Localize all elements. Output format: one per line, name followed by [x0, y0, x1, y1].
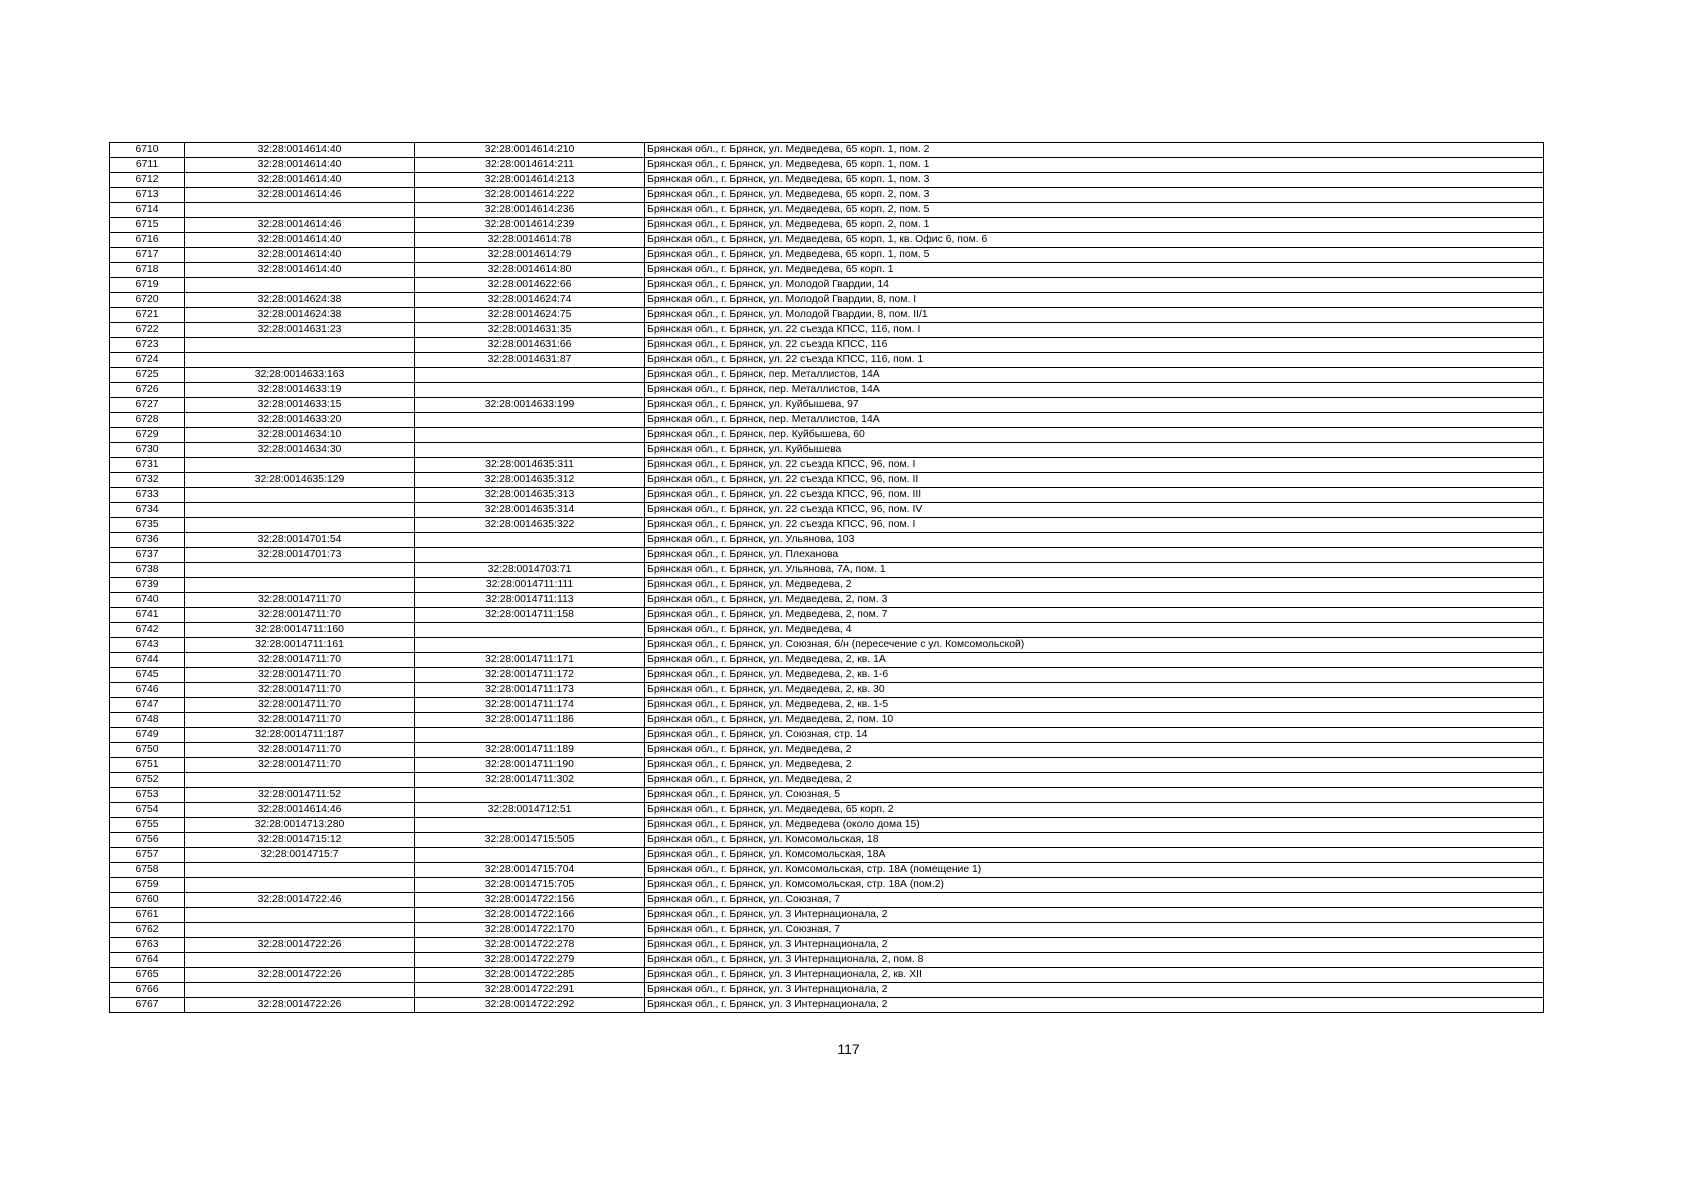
address-cell: Брянская обл., г. Брянск, ул. 22 съезда КПСС, 116 — [645, 338, 1544, 353]
table-row — [110, 983, 1544, 998]
parcel-cadastral-number-cell: 32:28:0014624:38 — [185, 308, 415, 323]
table-row — [110, 923, 1544, 938]
object-cadastral-number-cell: 32:28:0014715:704 — [415, 863, 645, 878]
row-number-cell: 6738 — [110, 563, 185, 578]
table-row — [110, 158, 1544, 173]
parcel-cadastral-number-cell: 32:28:0014711:70 — [185, 668, 415, 683]
row-number-cell: 6732 — [110, 473, 185, 488]
row-number-cell: 6731 — [110, 458, 185, 473]
table-row — [110, 518, 1544, 533]
row-number-cell: 6734 — [110, 503, 185, 518]
table-row — [110, 533, 1544, 548]
row-number-cell: 6729 — [110, 428, 185, 443]
object-cadastral-number-cell: 32:28:0014633:199 — [415, 398, 645, 413]
row-number-cell: 6726 — [110, 383, 185, 398]
table-row — [110, 683, 1544, 698]
row-number-cell: 6753 — [110, 788, 185, 803]
table-row — [110, 563, 1544, 578]
parcel-cadastral-number-cell — [185, 488, 415, 503]
row-number-cell: 6758 — [110, 863, 185, 878]
parcel-cadastral-number-cell: 32:28:0014722:26 — [185, 938, 415, 953]
object-cadastral-number-cell — [415, 383, 645, 398]
table-row — [110, 698, 1544, 713]
address-cell: Брянская обл., г. Брянск, ул. Медведева, 2, кв. 1-5 — [645, 698, 1544, 713]
address-cell: Брянская обл., г. Брянск, ул. Молодой Гвардии, 14 — [645, 278, 1544, 293]
address-cell: Брянская обл., г. Брянск, ул. Медведева, 65 корп. 2 — [645, 803, 1544, 818]
object-cadastral-number-cell: 32:28:0014614:213 — [415, 173, 645, 188]
row-number-cell: 6756 — [110, 833, 185, 848]
table-row — [110, 773, 1544, 788]
parcel-cadastral-number-cell: 32:28:0014633:20 — [185, 413, 415, 428]
object-cadastral-number-cell: 32:28:0014631:66 — [415, 338, 645, 353]
row-number-cell: 6724 — [110, 353, 185, 368]
parcel-cadastral-number-cell: 32:28:0014633:163 — [185, 368, 415, 383]
object-cadastral-number-cell: 32:28:0014711:174 — [415, 698, 645, 713]
row-number-cell: 6728 — [110, 413, 185, 428]
object-cadastral-number-cell — [415, 368, 645, 383]
table-row — [110, 173, 1544, 188]
table-row — [110, 218, 1544, 233]
row-number-cell: 6714 — [110, 203, 185, 218]
row-number-cell: 6765 — [110, 968, 185, 983]
parcel-cadastral-number-cell — [185, 983, 415, 998]
parcel-cadastral-number-cell — [185, 773, 415, 788]
address-cell: Брянская обл., г. Брянск, ул. Ульянова, 7А, пом. 1 — [645, 563, 1544, 578]
object-cadastral-number-cell: 32:28:0014635:322 — [415, 518, 645, 533]
parcel-cadastral-number-cell — [185, 908, 415, 923]
object-cadastral-number-cell: 32:28:0014624:74 — [415, 293, 645, 308]
parcel-cadastral-number-cell: 32:28:0014711:70 — [185, 743, 415, 758]
object-cadastral-number-cell: 32:28:0014614:80 — [415, 263, 645, 278]
page-number: 117 — [837, 1041, 860, 1057]
table-row — [110, 458, 1544, 473]
row-number-cell: 6763 — [110, 938, 185, 953]
parcel-cadastral-number-cell: 32:28:0014711:70 — [185, 698, 415, 713]
row-number-cell: 6725 — [110, 368, 185, 383]
object-cadastral-number-cell: 32:28:0014722:292 — [415, 998, 645, 1013]
address-cell: Брянская обл., г. Брянск, ул. Союзная, 5 — [645, 788, 1544, 803]
address-cell: Брянская обл., г. Брянск, пер. Куйбышева, 60 — [645, 428, 1544, 443]
row-number-cell: 6712 — [110, 173, 185, 188]
address-cell: Брянская обл., г. Брянск, ул. Медведева (около дома 15) — [645, 818, 1544, 833]
object-cadastral-number-cell: 32:28:0014614:78 — [415, 233, 645, 248]
row-number-cell: 6730 — [110, 443, 185, 458]
row-number-cell: 6720 — [110, 293, 185, 308]
parcel-cadastral-number-cell: 32:28:0014711:70 — [185, 683, 415, 698]
row-number-cell: 6740 — [110, 593, 185, 608]
address-cell: Брянская обл., г. Брянск, ул. Медведева, 65 корп. 2, пом. 1 — [645, 218, 1544, 233]
row-number-cell: 6761 — [110, 908, 185, 923]
row-number-cell: 6713 — [110, 188, 185, 203]
table-row — [110, 473, 1544, 488]
parcel-cadastral-number-cell: 32:28:0014633:15 — [185, 398, 415, 413]
parcel-cadastral-number-cell — [185, 503, 415, 518]
parcel-cadastral-number-cell: 32:28:0014614:40 — [185, 263, 415, 278]
row-number-cell: 6739 — [110, 578, 185, 593]
address-cell: Брянская обл., г. Брянск, ул. Медведева, 65 корп. 2, пом. 5 — [645, 203, 1544, 218]
table-row — [110, 308, 1544, 323]
parcel-cadastral-number-cell: 32:28:0014634:10 — [185, 428, 415, 443]
table-row — [110, 953, 1544, 968]
table-row — [110, 578, 1544, 593]
row-number-cell: 6764 — [110, 953, 185, 968]
address-cell: Брянская обл., г. Брянск, ул. Союзная, 7 — [645, 923, 1544, 938]
address-cell: Брянская обл., г. Брянск, ул. Медведева, 2 — [645, 758, 1544, 773]
table-row — [110, 443, 1544, 458]
address-cell: Брянская обл., г. Брянск, ул. Комсомольская, стр. 18А (помещение 1) — [645, 863, 1544, 878]
object-cadastral-number-cell: 32:28:0014722:278 — [415, 938, 645, 953]
address-cell: Брянская обл., г. Брянск, ул. Медведева, 65 корп. 1 — [645, 263, 1544, 278]
table-row — [110, 878, 1544, 893]
parcel-cadastral-number-cell — [185, 338, 415, 353]
parcel-cadastral-number-cell: 32:28:0014624:38 — [185, 293, 415, 308]
table-row — [110, 743, 1544, 758]
object-cadastral-number-cell — [415, 788, 645, 803]
object-cadastral-number-cell: 32:28:0014635:313 — [415, 488, 645, 503]
address-cell: Брянская обл., г. Брянск, ул. 22 съезда КПСС, 96, пом. IV — [645, 503, 1544, 518]
address-cell: Брянская обл., г. Брянск, ул. 3 Интернационала, 2 — [645, 908, 1544, 923]
object-cadastral-number-cell: 32:28:0014711:171 — [415, 653, 645, 668]
object-cadastral-number-cell: 32:28:0014614:222 — [415, 188, 645, 203]
address-cell: Брянская обл., г. Брянск, ул. Медведева, 4 — [645, 623, 1544, 638]
parcel-cadastral-number-cell: 32:28:0014614:40 — [185, 143, 415, 158]
parcel-cadastral-number-cell: 32:28:0014722:26 — [185, 998, 415, 1013]
parcel-cadastral-number-cell: 32:28:0014614:46 — [185, 218, 415, 233]
parcel-cadastral-number-cell — [185, 878, 415, 893]
property-table — [109, 142, 1544, 1013]
table-row — [110, 428, 1544, 443]
address-cell: Брянская обл., г. Брянск, ул. 3 Интернационала, 2, кв. XII — [645, 968, 1544, 983]
address-cell: Брянская обл., г. Брянск, ул. Медведева, 2, пом. 10 — [645, 713, 1544, 728]
object-cadastral-number-cell: 32:28:0014722:291 — [415, 983, 645, 998]
table-row — [110, 203, 1544, 218]
row-number-cell: 6733 — [110, 488, 185, 503]
address-cell: Брянская обл., г. Брянск, пер. Металлистов, 14А — [645, 413, 1544, 428]
row-number-cell: 6750 — [110, 743, 185, 758]
row-number-cell: 6736 — [110, 533, 185, 548]
table-row — [110, 623, 1544, 638]
address-cell: Брянская обл., г. Брянск, ул. Медведева, 65 корп. 1, пом. 1 — [645, 158, 1544, 173]
address-cell: Брянская обл., г. Брянск, ул. Медведева, 2, кв. 1-6 — [645, 668, 1544, 683]
row-number-cell: 6722 — [110, 323, 185, 338]
address-cell: Брянская обл., г. Брянск, ул. Комсомольская, стр. 18А (пом.2) — [645, 878, 1544, 893]
row-number-cell: 6716 — [110, 233, 185, 248]
parcel-cadastral-number-cell: 32:28:0014722:46 — [185, 893, 415, 908]
table-row — [110, 758, 1544, 773]
table-row — [110, 608, 1544, 623]
row-number-cell: 6744 — [110, 653, 185, 668]
address-cell: Брянская обл., г. Брянск, ул. 3 Интернационала, 2 — [645, 998, 1544, 1013]
row-number-cell: 6723 — [110, 338, 185, 353]
row-number-cell: 6735 — [110, 518, 185, 533]
address-cell: Брянская обл., г. Брянск, ул. Плеханова — [645, 548, 1544, 563]
parcel-cadastral-number-cell — [185, 863, 415, 878]
parcel-cadastral-number-cell — [185, 923, 415, 938]
table-row — [110, 323, 1544, 338]
address-cell: Брянская обл., г. Брянск, ул. Медведева, 2 — [645, 743, 1544, 758]
address-cell: Брянская обл., г. Брянск, ул. 22 съезда КПСС, 116, пом. I — [645, 323, 1544, 338]
table-row — [110, 413, 1544, 428]
parcel-cadastral-number-cell — [185, 458, 415, 473]
row-number-cell: 6762 — [110, 923, 185, 938]
table-row — [110, 998, 1544, 1013]
table-row — [110, 833, 1544, 848]
parcel-cadastral-number-cell: 32:28:0014711:70 — [185, 608, 415, 623]
parcel-cadastral-number-cell: 32:28:0014711:161 — [185, 638, 415, 653]
table-row — [110, 593, 1544, 608]
object-cadastral-number-cell: 32:28:0014635:311 — [415, 458, 645, 473]
address-cell: Брянская обл., г. Брянск, пер. Металлистов, 14А — [645, 368, 1544, 383]
address-cell: Брянская обл., г. Брянск, ул. Союзная, 7 — [645, 893, 1544, 908]
address-cell: Брянская обл., г. Брянск, ул. Союзная, б/н (пересечение с ул. Комсомольской) — [645, 638, 1544, 653]
parcel-cadastral-number-cell: 32:28:0014711:70 — [185, 593, 415, 608]
address-cell: Брянская обл., г. Брянск, ул. Куйбышева, 97 — [645, 398, 1544, 413]
parcel-cadastral-number-cell — [185, 518, 415, 533]
row-number-cell: 6743 — [110, 638, 185, 653]
table-row — [110, 293, 1544, 308]
row-number-cell: 6748 — [110, 713, 185, 728]
address-cell: Брянская обл., г. Брянск, ул. Ульянова, 103 — [645, 533, 1544, 548]
address-cell: Брянская обл., г. Брянск, ул. Медведева, 65 корп. 1, пом. 5 — [645, 248, 1544, 263]
table-row — [110, 893, 1544, 908]
parcel-cadastral-number-cell: 32:28:0014614:40 — [185, 158, 415, 173]
row-number-cell: 6749 — [110, 728, 185, 743]
address-cell: Брянская обл., г. Брянск, ул. 3 Интернационала, 2 — [645, 983, 1544, 998]
row-number-cell: 6741 — [110, 608, 185, 623]
table-row — [110, 548, 1544, 563]
object-cadastral-number-cell: 32:28:0014722:279 — [415, 953, 645, 968]
address-cell: Брянская обл., г. Брянск, ул. Медведева, 2, кв. 1А — [645, 653, 1544, 668]
parcel-cadastral-number-cell: 32:28:0014711:160 — [185, 623, 415, 638]
parcel-cadastral-number-cell — [185, 278, 415, 293]
parcel-cadastral-number-cell: 32:28:0014711:187 — [185, 728, 415, 743]
address-cell: Брянская обл., г. Брянск, ул. 3 Интернационала, 2, пом. 8 — [645, 953, 1544, 968]
address-cell: Брянская обл., г. Брянск, ул. Молодой Гвардии, 8, пом. II/1 — [645, 308, 1544, 323]
row-number-cell: 6767 — [110, 998, 185, 1013]
row-number-cell: 6747 — [110, 698, 185, 713]
address-cell: Брянская обл., г. Брянск, ул. Куйбышева — [645, 443, 1544, 458]
object-cadastral-number-cell — [415, 413, 645, 428]
table-row — [110, 338, 1544, 353]
object-cadastral-number-cell: 32:28:0014711:158 — [415, 608, 645, 623]
address-cell: Брянская обл., г. Брянск, ул. 22 съезда КПСС, 96, пом. III — [645, 488, 1544, 503]
table-row — [110, 278, 1544, 293]
object-cadastral-number-cell: 32:28:0014622:66 — [415, 278, 645, 293]
table-row — [110, 638, 1544, 653]
table-row — [110, 968, 1544, 983]
parcel-cadastral-number-cell: 32:28:0014614:46 — [185, 188, 415, 203]
object-cadastral-number-cell: 32:28:0014722:285 — [415, 968, 645, 983]
table-row — [110, 938, 1544, 953]
row-number-cell: 6715 — [110, 218, 185, 233]
parcel-cadastral-number-cell: 32:28:0014715:12 — [185, 833, 415, 848]
object-cadastral-number-cell: 32:28:0014614:239 — [415, 218, 645, 233]
address-cell: Брянская обл., г. Брянск, ул. Союзная, стр. 14 — [645, 728, 1544, 743]
table-row — [110, 503, 1544, 518]
row-number-cell: 6717 — [110, 248, 185, 263]
address-cell: Брянская обл., г. Брянск, ул. Молодой Гвардии, 8, пом. I — [645, 293, 1544, 308]
parcel-cadastral-number-cell: 32:28:0014614:40 — [185, 248, 415, 263]
object-cadastral-number-cell: 32:28:0014711:186 — [415, 713, 645, 728]
parcel-cadastral-number-cell: 32:28:0014711:70 — [185, 713, 415, 728]
object-cadastral-number-cell: 32:28:0014722:156 — [415, 893, 645, 908]
address-cell: Брянская обл., г. Брянск, ул. 22 съезда КПСС, 96, пом. I — [645, 458, 1544, 473]
table-row — [110, 818, 1544, 833]
row-number-cell: 6757 — [110, 848, 185, 863]
parcel-cadastral-number-cell — [185, 563, 415, 578]
object-cadastral-number-cell: 32:28:0014703:71 — [415, 563, 645, 578]
table-row — [110, 668, 1544, 683]
object-cadastral-number-cell: 32:28:0014711:111 — [415, 578, 645, 593]
address-cell: Брянская обл., г. Брянск, ул. Медведева, 2 — [645, 578, 1544, 593]
address-cell: Брянская обл., г. Брянск, ул. Медведева, 65 корп. 2, пом. 3 — [645, 188, 1544, 203]
object-cadastral-number-cell: 32:28:0014711:173 — [415, 683, 645, 698]
parcel-cadastral-number-cell: 32:28:0014701:54 — [185, 533, 415, 548]
object-cadastral-number-cell — [415, 638, 645, 653]
parcel-cadastral-number-cell: 32:28:0014633:19 — [185, 383, 415, 398]
parcel-cadastral-number-cell: 32:28:0014711:70 — [185, 653, 415, 668]
address-cell: Брянская обл., г. Брянск, ул. Медведева, 65 корп. 1, кв. Офис 6, пом. 6 — [645, 233, 1544, 248]
address-cell: Брянская обл., г. Брянск, ул. Медведева, 2, пом. 7 — [645, 608, 1544, 623]
object-cadastral-number-cell: 32:28:0014614:211 — [415, 158, 645, 173]
table-row — [110, 368, 1544, 383]
object-cadastral-number-cell: 32:28:0014722:170 — [415, 923, 645, 938]
parcel-cadastral-number-cell: 32:28:0014711:70 — [185, 758, 415, 773]
table-row — [110, 188, 1544, 203]
table-row — [110, 653, 1544, 668]
row-number-cell: 6752 — [110, 773, 185, 788]
object-cadastral-number-cell: 32:28:0014711:302 — [415, 773, 645, 788]
row-number-cell: 6754 — [110, 803, 185, 818]
object-cadastral-number-cell: 32:28:0014631:35 — [415, 323, 645, 338]
parcel-cadastral-number-cell: 32:28:0014711:52 — [185, 788, 415, 803]
object-cadastral-number-cell — [415, 548, 645, 563]
object-cadastral-number-cell: 32:28:0014614:236 — [415, 203, 645, 218]
address-cell: Брянская обл., г. Брянск, пер. Металлистов, 14А — [645, 383, 1544, 398]
address-cell: Брянская обл., г. Брянск, ул. 22 съезда КПСС, 116, пом. 1 — [645, 353, 1544, 368]
table-row — [110, 383, 1544, 398]
row-number-cell: 6710 — [110, 143, 185, 158]
parcel-cadastral-number-cell: 32:28:0014634:30 — [185, 443, 415, 458]
parcel-cadastral-number-cell — [185, 953, 415, 968]
row-number-cell: 6746 — [110, 683, 185, 698]
object-cadastral-number-cell: 32:28:0014711:113 — [415, 593, 645, 608]
parcel-cadastral-number-cell: 32:28:0014701:73 — [185, 548, 415, 563]
address-cell: Брянская обл., г. Брянск, ул. 22 съезда КПСС, 96, пом. I — [645, 518, 1544, 533]
address-cell: Брянская обл., г. Брянск, ул. Комсомольская, 18А — [645, 848, 1544, 863]
table-row — [110, 398, 1544, 413]
table-row — [110, 788, 1544, 803]
object-cadastral-number-cell: 32:28:0014631:87 — [415, 353, 645, 368]
object-cadastral-number-cell — [415, 428, 645, 443]
object-cadastral-number-cell: 32:28:0014614:79 — [415, 248, 645, 263]
parcel-cadastral-number-cell: 32:28:0014715:7 — [185, 848, 415, 863]
row-number-cell: 6711 — [110, 158, 185, 173]
table-row — [110, 863, 1544, 878]
address-cell: Брянская обл., г. Брянск, ул. Медведева, 65 корп. 1, пом. 2 — [645, 143, 1544, 158]
row-number-cell: 6751 — [110, 758, 185, 773]
object-cadastral-number-cell — [415, 443, 645, 458]
row-number-cell: 6742 — [110, 623, 185, 638]
address-cell: Брянская обл., г. Брянск, ул. Медведева, 65 корп. 1, пом. 3 — [645, 173, 1544, 188]
row-number-cell: 6745 — [110, 668, 185, 683]
row-number-cell: 6721 — [110, 308, 185, 323]
table-row — [110, 728, 1544, 743]
parcel-cadastral-number-cell: 32:28:0014614:46 — [185, 803, 415, 818]
parcel-cadastral-number-cell: 32:28:0014635:129 — [185, 473, 415, 488]
table-row — [110, 803, 1544, 818]
table-row — [110, 248, 1544, 263]
row-number-cell: 6755 — [110, 818, 185, 833]
parcel-cadastral-number-cell: 32:28:0014722:26 — [185, 968, 415, 983]
address-cell: Брянская обл., г. Брянск, ул. Медведева, 2 — [645, 773, 1544, 788]
address-cell: Брянская обл., г. Брянск, ул. Медведева, 2, пом. 3 — [645, 593, 1544, 608]
object-cadastral-number-cell: 32:28:0014624:75 — [415, 308, 645, 323]
object-cadastral-number-cell — [415, 623, 645, 638]
row-number-cell: 6759 — [110, 878, 185, 893]
object-cadastral-number-cell: 32:28:0014711:172 — [415, 668, 645, 683]
object-cadastral-number-cell: 32:28:0014711:190 — [415, 758, 645, 773]
row-number-cell: 6727 — [110, 398, 185, 413]
table-row — [110, 488, 1544, 503]
object-cadastral-number-cell — [415, 848, 645, 863]
table-row — [110, 143, 1544, 158]
object-cadastral-number-cell — [415, 533, 645, 548]
address-cell: Брянская обл., г. Брянск, ул. 3 Интернационала, 2 — [645, 938, 1544, 953]
object-cadastral-number-cell — [415, 818, 645, 833]
row-number-cell: 6737 — [110, 548, 185, 563]
row-number-cell: 6760 — [110, 893, 185, 908]
object-cadastral-number-cell: 32:28:0014635:312 — [415, 473, 645, 488]
table-row — [110, 848, 1544, 863]
parcel-cadastral-number-cell: 32:28:0014631:23 — [185, 323, 415, 338]
address-cell: Брянская обл., г. Брянск, ул. Комсомольская, 18 — [645, 833, 1544, 848]
object-cadastral-number-cell — [415, 728, 645, 743]
address-cell: Брянская обл., г. Брянск, ул. 22 съезда КПСС, 96, пом. II — [645, 473, 1544, 488]
object-cadastral-number-cell: 32:28:0014635:314 — [415, 503, 645, 518]
table-row — [110, 713, 1544, 728]
address-cell: Брянская обл., г. Брянск, ул. Медведева, 2, кв. 30 — [645, 683, 1544, 698]
table-row — [110, 353, 1544, 368]
table-row — [110, 263, 1544, 278]
table-row — [110, 233, 1544, 248]
parcel-cadastral-number-cell — [185, 353, 415, 368]
table-row — [110, 908, 1544, 923]
object-cadastral-number-cell: 32:28:0014722:166 — [415, 908, 645, 923]
parcel-cadastral-number-cell: 32:28:0014713:280 — [185, 818, 415, 833]
object-cadastral-number-cell: 32:28:0014711:189 — [415, 743, 645, 758]
row-number-cell: 6718 — [110, 263, 185, 278]
object-cadastral-number-cell: 32:28:0014614:210 — [415, 143, 645, 158]
parcel-cadastral-number-cell: 32:28:0014614:40 — [185, 233, 415, 248]
table-body — [110, 143, 1544, 1013]
object-cadastral-number-cell: 32:28:0014715:705 — [415, 878, 645, 893]
row-number-cell: 6766 — [110, 983, 185, 998]
object-cadastral-number-cell: 32:28:0014712:51 — [415, 803, 645, 818]
parcel-cadastral-number-cell: 32:28:0014614:40 — [185, 173, 415, 188]
object-cadastral-number-cell: 32:28:0014715:505 — [415, 833, 645, 848]
row-number-cell: 6719 — [110, 278, 185, 293]
parcel-cadastral-number-cell — [185, 203, 415, 218]
parcel-cadastral-number-cell — [185, 578, 415, 593]
